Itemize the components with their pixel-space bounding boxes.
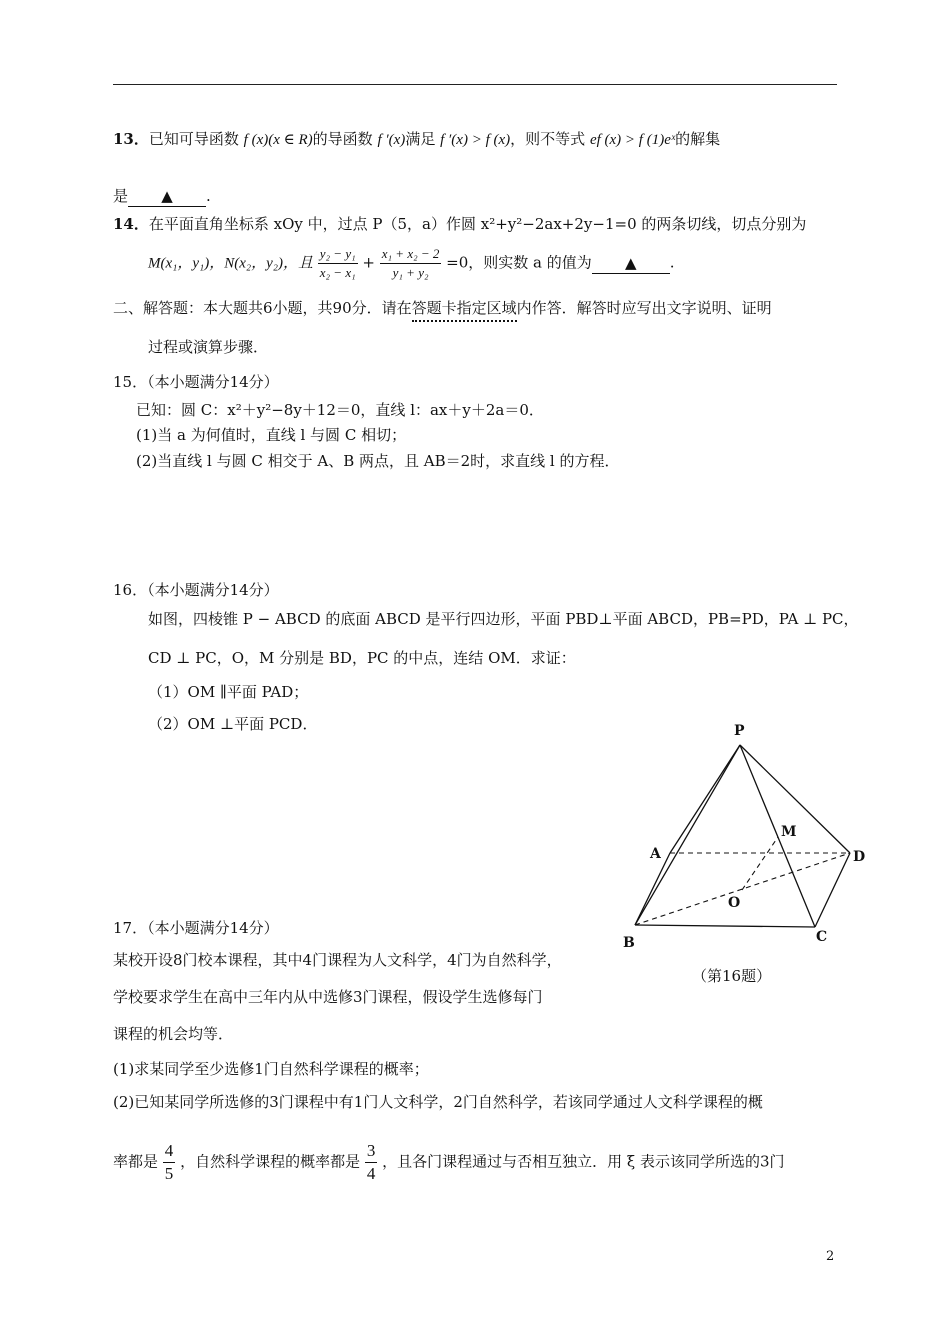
label-A: A bbox=[650, 846, 661, 862]
edge-CD bbox=[815, 853, 850, 927]
edge-PA bbox=[670, 745, 740, 853]
q15-header: 15．（本小题满分14分） bbox=[113, 373, 279, 391]
q17-line2: 学校要求学生在高中三年内从中选修3门课程，假设学生选修每门 bbox=[113, 988, 543, 1006]
pyramid-figure bbox=[610, 715, 880, 965]
q16-part2: （2）OM ⊥平面 PCD． bbox=[148, 715, 318, 733]
q16-line2: CD ⊥ PC，O，M 分别是 BD，PC 的中点，连结 OM．求证： bbox=[148, 649, 576, 667]
section-heading-line2: 过程或演算步骤． bbox=[148, 338, 269, 356]
q13-number: 13． bbox=[113, 130, 149, 148]
q17-part2: (2)已知某同学所选修的3门课程中有1门人文科学，2门自然科学，若该同学通过人文科学课程的概 bbox=[113, 1093, 763, 1111]
answer-blank: ▲ bbox=[592, 253, 670, 274]
q15-part2: (2)当直线 l 与圆 C 相交于 A、B 两点，且 AB＝2时，求直线 l 的方程． bbox=[136, 452, 620, 470]
label-B: B bbox=[623, 935, 635, 951]
q16-part1: （1）OM ∥平面 PAD； bbox=[148, 683, 309, 701]
section-heading: 二、解答题：本大题共6小题，共90分．请在答题卡指定区域内作答．解答时应写出文字说明、证明 bbox=[113, 298, 772, 318]
fraction-1: $\frac{\text{y₂ − y₁}}{\text{x₂ − x₁}}$ bbox=[319, 246, 356, 280]
q17-part1: (1)求某同学至少选修1门自然科学课程的概率； bbox=[113, 1060, 429, 1078]
q17-line3: 课程的机会均等． bbox=[113, 1025, 234, 1043]
q14-number: 14． bbox=[113, 215, 149, 233]
segment-OM-hidden bbox=[742, 837, 778, 890]
label-D: D bbox=[853, 849, 866, 865]
q16-line1: 如图，四棱锥 P − ABCD 的底面 ABCD 是平行四边形，平面 PBD⊥平面 ABCD，PB=PD，PA ⊥ PC， bbox=[148, 610, 859, 628]
fraction-4-5: $\frac{4}{5}$ bbox=[164, 1141, 174, 1183]
label-C: C bbox=[816, 929, 828, 945]
q16-header: 16．（本小题满分14分） bbox=[113, 581, 279, 599]
answer-blank: ▲ bbox=[128, 186, 206, 207]
q14-line1: 14．在平面直角坐标系 xOy 中，过点 P（5，a）作圆 x²+y²−2ax+2y−1=0 的两条切线，切点分别为 bbox=[113, 215, 807, 233]
label-P: P bbox=[734, 723, 745, 739]
q14-line2: M(x₁，y₁)，N(x₂，y₂)，且 $\frac{\text{y₂ − y₁}}{\text{x₂ − x₁}}$ + $\frac{\text{x₁ + x₂ − 2}}{\text{y₁ + y₂}}$ =0，则实数 a 的值为 ▲ . bbox=[148, 246, 675, 280]
fraction-2: $\frac{\text{x₁ + x₂ − 2}}{\text{y₁ + y₂}}$ bbox=[381, 246, 440, 280]
figure-caption: （第16题） bbox=[692, 967, 772, 985]
header-rule bbox=[113, 84, 837, 85]
q13-line1: 13．已知可导函数 f (x)(x ∈ R)的导函数 f ′(x)满足 f ′(x) > f (x)，则不等式 ef (x) > f (1)eˣ的解集 bbox=[113, 130, 721, 148]
q15-part1: (1)当 a 为何值时，直线 l 与圆 C 相切； bbox=[136, 426, 407, 444]
label-M: M bbox=[781, 824, 797, 840]
q17-header: 17．（本小题满分14分） bbox=[113, 919, 279, 937]
q17-line1: 某校开设8门校本课程，其中4门课程为人文科学，4门为自然科学， bbox=[113, 951, 562, 969]
q17-part2-cont: 率都是 $\frac{4}{5}$ ，自然科学课程的概率都是 $\frac{3}{4}$ ，且各门课程通过与否相互独立．用 ξ 表示该同学所选的3门 bbox=[113, 1141, 785, 1183]
label-O: O bbox=[728, 895, 741, 911]
emphasis-dots: 答题卡指定区域 bbox=[412, 299, 517, 322]
q13-line2: 是 ▲ . bbox=[113, 187, 211, 205]
edge-BC bbox=[635, 925, 815, 927]
page-number: 2 bbox=[826, 1249, 835, 1264]
q15-given: 已知：圆 C：x²＋y²−8y＋12＝0，直线 l：ax＋y＋2a＝0． bbox=[136, 401, 544, 419]
fraction-3-4: $\frac{3}{4}$ bbox=[366, 1141, 376, 1183]
edge-AB bbox=[635, 853, 670, 925]
edge-PB bbox=[635, 745, 740, 925]
edge-PC bbox=[740, 745, 815, 927]
